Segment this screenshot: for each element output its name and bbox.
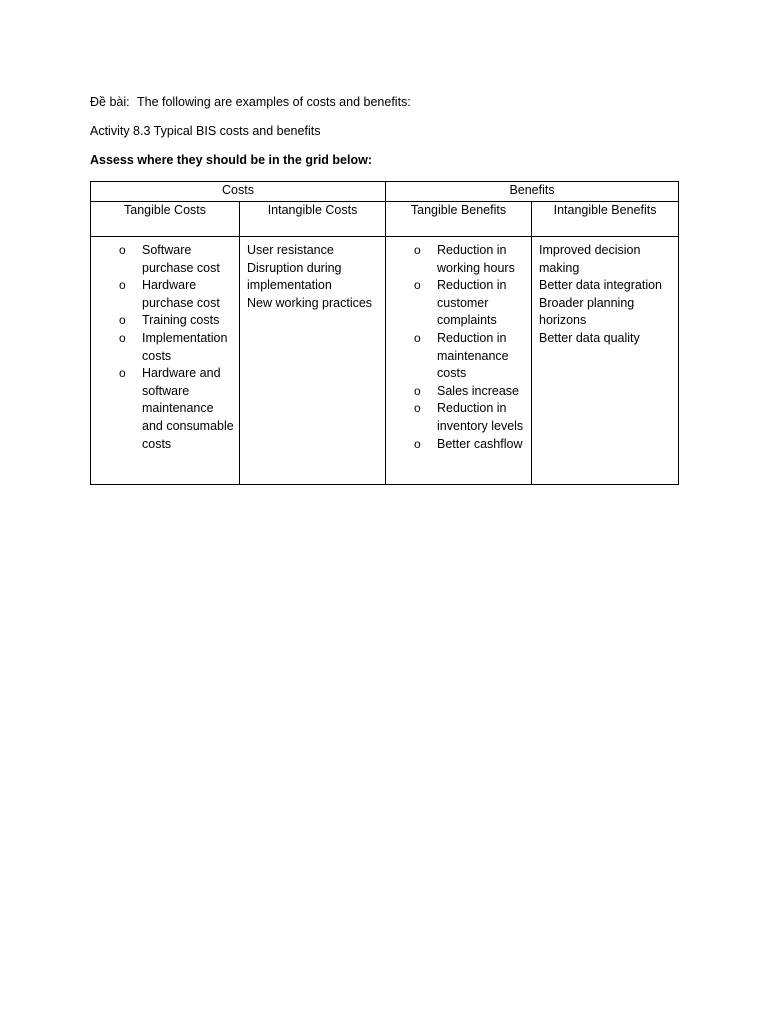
activity-title: Activity 8.3 Typical BIS costs and benefits	[90, 124, 321, 138]
intangible-costs-list	[240, 237, 385, 312]
list-item: o Better cashflow	[386, 436, 529, 454]
tangible-benefits-list	[386, 237, 531, 453]
tangible-benefits-header: Tangible Benefits	[386, 202, 532, 237]
benefits-group-header: Benefits	[386, 182, 679, 202]
list-item: o Training costs	[91, 312, 237, 330]
costs-benefits-grid	[90, 181, 679, 485]
list-item: New working practices	[247, 295, 373, 310]
bullet-icon: o	[119, 313, 126, 328]
column-header-row	[91, 202, 679, 237]
tangible-costs-header: Tangible Costs	[91, 202, 240, 237]
bullet-icon: o	[119, 243, 126, 257]
intangible-benefits-header: Intangible Benefits	[532, 202, 679, 237]
group-header-row	[91, 182, 679, 202]
list-item: o Sales increase	[386, 383, 529, 401]
list-item: Improved decision making	[539, 243, 641, 275]
list-item: o Reduction in working hours	[414, 243, 515, 275]
list-item: Disruption during implementation	[247, 260, 342, 293]
costs-group-header: Costs	[91, 182, 386, 202]
intangible-costs-cell	[240, 237, 386, 485]
bullet-icon: o	[414, 330, 421, 345]
content-row	[91, 237, 679, 485]
list-item: o Reduction in inventory levels	[414, 401, 524, 433]
intro-line	[90, 94, 411, 110]
list-item: o Hardware and software maintenance and consumable costs	[119, 366, 234, 451]
intangible-benefits-list	[532, 237, 678, 348]
list-item: o Reduction in maintenance costs	[414, 330, 509, 381]
list-item: o Hardware purchase cost	[119, 278, 220, 310]
list-item: o Implementation costs	[119, 330, 228, 363]
tangible-costs-list	[91, 237, 239, 453]
tangible-costs-cell	[91, 237, 240, 485]
list-item: Better data quality	[539, 330, 640, 345]
intangible-benefits-cell	[532, 237, 679, 485]
list-item: o Software purchase cost	[119, 243, 220, 275]
intro-label: Đề bài:	[90, 95, 130, 109]
list-item: o Reduction in customer complaints	[414, 278, 507, 328]
list-item: Better data integration	[539, 278, 663, 293]
bullet-icon: o	[414, 401, 421, 416]
bullet-icon: o	[119, 366, 126, 381]
instruction-heading: Assess where they should be in the grid below:	[90, 153, 373, 167]
bullet-icon: o	[414, 436, 421, 451]
intangible-costs-header: Intangible Costs	[240, 202, 386, 237]
bullet-icon: o	[414, 278, 421, 293]
bullet-icon: o	[119, 330, 126, 345]
tangible-benefits-cell	[386, 237, 532, 485]
list-item: Broader planning horizons	[539, 295, 635, 328]
list-item: User resistance	[247, 243, 334, 257]
bullet-icon: o	[119, 278, 126, 293]
bullet-icon: o	[414, 383, 421, 398]
intro-text: The following are examples of costs and benefits:	[137, 95, 411, 109]
bullet-icon: o	[414, 243, 421, 257]
